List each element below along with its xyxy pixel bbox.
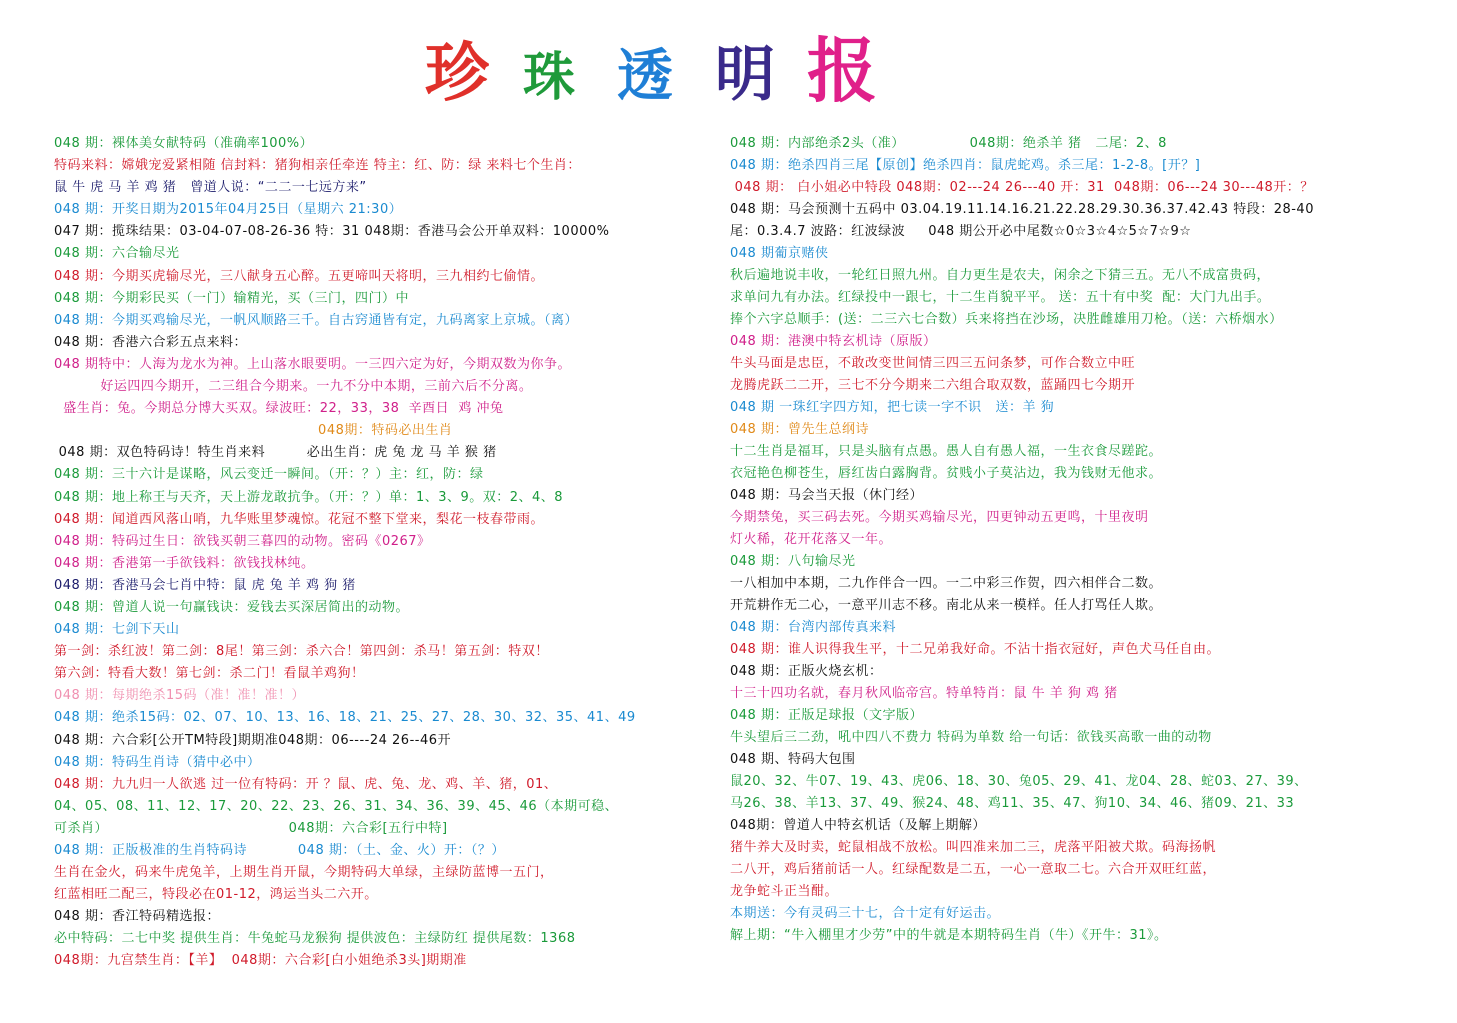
text-line: 048 期特中：人海为龙水为神。上山落水眼要明。一三四六定为好，今期双数为你争。 [54,356,571,372]
text-line: 048期：九宫禁生肖：【羊】 048期：六合彩[白小姐绝杀3头]期期准 [54,953,467,969]
text-line: 048 期：八句输尽光 [730,554,856,569]
text-line: 十三十四功名就，春月秋风临帝宫。特单特肖：鼠 牛 羊 狗 鸡 猪 [730,686,1118,701]
left-column [54,133,719,973]
text-line: 鼠20、32、牛07、19、43、虎06、18、30、兔05、29、41、龙04、28、蛇03、27、39、 [730,774,1308,789]
text-line: 牛头望后三二劲，吼中四八不费力 特码为单数 给一句话：欲钱买高歌一曲的动物 [730,730,1212,745]
text-line: 048 期：香港六合彩五点来料： [54,334,247,350]
text-line: 048 期：谁人识得我生平，十二兄弟我好命。不沾十指衣冠好，声色犬马任自由。 [730,642,1220,657]
text-line: 二八开，鸡后猪前话一人。红绿配数是二五，一心一意取二七。六合开双旺红蓝， [730,862,1217,877]
text-line: 048 期：今期买虎输尽光，三八献身五心醉。五更啼叫天将明，三九相约七偷情。 [54,268,544,284]
text-line: 捧个六字总顺手：(送：二三六七合数）兵来将挡在沙场，决胜雌雄用刀枪。（送：六桥烟水） [730,312,1283,327]
title-char-1: 珍 [425,37,489,111]
text-line: 048 期：内部绝杀2头（准） 048期：绝杀羊 猪 二尾：2、8 [730,136,1167,151]
text-line: 解上期：“牛入棚里才少劳”中的牛就是本期特码生肖（牛）《开牛：31》。 [730,928,1168,943]
text-line: 048 期：双色特码诗！特生肖来料 必出生肖：虎 兔 龙 马 羊 猴 猪 [54,445,497,461]
text-line: 048 期：六合彩[公开TM特段]期期准048期：06----24 26--46开 [54,732,452,748]
text-line: 鼠 牛 虎 马 羊 鸡 猪 曾道人说：“二二一七远方来” [54,180,367,196]
text-line: 048 期：香港第一手欲钱料：欲钱找林纯。 [54,555,315,571]
text-line: 048 期：闻道西风落山哨，九华账里梦魂惊。花冠不整下堂来，梨花一枝春带雨。 [54,511,544,527]
text-line: 048 期：今期买鸡输尽光，一帆风顺路三千。自古窍通皆有定，九码离家上京城。（离） [54,312,578,328]
text-line: 衣冠艳色柳苍生，唇红齿白露胸背。贫贱小子莫沾边，我为钱财无他求。 [730,466,1163,481]
text-line: 可杀肖） 048期：六合彩[五行中特] [54,820,448,836]
text-line: 048 期：正版极准的生肖特码诗 048 期：（土、金、火）开：（？） [54,843,505,858]
text-line: 048 期：六合输尽光 [54,246,180,262]
text-line: 龙腾虎跃二二开，三七不分今期来二六组合取双数，蓝踊四七今期开 [730,378,1136,393]
text-line: 盛生肖：兔。今期总分博大买双。绿波旺：22，33，38 辛酉日 鸡 冲兔 [54,401,504,417]
text-line: 048 期：九九归一人欲逃 过一位有特码：开 ？鼠、虎、兔、龙、鸡、羊、猪，01、 [54,776,558,792]
text-line: 048 期：香港马会七肖中特：鼠 虎 兔 羊 鸡 狗 猪 [54,577,356,593]
text-line: 048 期：台湾内部传真来料 [730,620,896,635]
text-line: 第六剑：特看大数！第七剑：杀二门！看鼠羊鸡狗！ [54,666,365,682]
text-line: 猪牛养大及时卖，蛇鼠相战不放松。叫四准来加二三，虎落平阳被犬欺。码海扬帆 [730,840,1217,855]
text-line: 红蓝相旺二配三，特段必在01-12，鸿运当头二六开。 [54,887,378,903]
text-line: 048 期：正版足球报（文字版） [730,708,923,723]
text-line: 048 期：绝杀四肖三尾【原创】绝杀四肖：鼠虎蛇鸡。杀三尾：1-2-8。[开？] [730,158,1201,173]
text-line: 048 期：绝杀15码：02、07、10、13、16、18、21、25、27、28、30、32、35、41、49 [54,710,636,726]
text-line: 048 期：地上称王与天齐，天上游龙敢抗争。（开：？）单：1、3、9。双：2、4、8 [54,489,564,505]
text-line: 048 期：特码生肖诗（猜中必中） [54,754,261,770]
text-line: 047 期：揽珠结果：03-04-07-08-26-36 特：31 048期：香港马会公开单双料：10000% [54,224,610,240]
text-line: 048 期：香江特码精选报： [54,909,220,925]
text-line: 一八相加中本期，二九作伴合一四。一二中彩三作贺，四六相伴合二数。 [730,576,1163,591]
text-line: 048 期葡京赌侠 [730,246,829,261]
text-line: 尾：0.3.4.7 波路：红波绿波 048 期公开必中尾数☆0☆3☆4☆5☆7☆9☆ [730,224,1192,239]
right-column [730,133,1430,947]
title-char-4: 明 [715,40,775,110]
text-line: 048 期：三十六计是谋略，风云变迁一瞬间。（开：？）主：红，防：绿 [54,467,484,483]
text-line: 048 期：特码过生日：欲钱买朝三暮四的动物。密码《0267》 [54,533,431,549]
text-line: 048期：曾道人中特玄机话（及解上期解） [730,818,986,833]
text-line: 048 期 一珠红字四方知，把七读一字不识 送：羊 狗 [730,400,1055,415]
text-line: 牛头马面是忠臣，不敢改变世间情三四三五问条梦，可作合数立中旺 [730,356,1136,371]
text-line: 04、05、08、11、12、17、20、22、23、26、31、34、36、39、45、46（本期可稳、 [54,798,619,814]
text-line: 048 期：曾道人说一句赢钱诀：爱钱去买深居简出的动物。 [54,599,409,615]
text-line: 求单问九有办法。红绿投中一跟七，十二生肖貌平平。 送：五十有中奖 配：大门九出手。 [730,290,1271,305]
text-line: 048 期：每期绝杀15码（准！准！准！） [54,688,305,704]
text-line: 048 期：开奖日期为2015年04月25日（星期六 21:30） [54,202,403,218]
text-line: 秋后遍地说丰收，一轮红日照九州。自力更生是农夫，闲余之下猜三五。无八不成富贵码， [730,268,1271,283]
text-line: 好运四四今期开，二三组合今期来。一九不分中本期，三前六后不分离。 [54,379,533,395]
text-line: 048 期、特码大包围 [730,752,856,767]
text-line: 开荒耕作无二心，一意平川志不移。南北从来一模样。任人打骂任人欺。 [730,598,1163,613]
text-line: 048 期：七剑下天山 [54,622,180,638]
text-line: 048 期：今期彩民买（一门）输精光，买（三门，四门）中 [54,290,409,306]
text-line: 特码来料：嫦娥宠爱紧相随 信封料：猪狗相亲任牵连 特主：红、防：绿 来料七个生肖： [54,158,581,174]
text-line: 十二生肖是福耳，只是头脑有点愚。愚人自有愚人福，一生衣食尽蹉跎。 [730,444,1163,459]
text-line: 本期送：今有灵码三十七，合十定有好运击。 [730,906,1001,921]
text-line: 048 期：港澳中特玄机诗（原版） [730,334,937,349]
text-line: 048 期： 白小姐必中特段 048期：02---24 26---40 开：31 048期：06---24 30---48开：？ [730,180,1314,195]
text-line: 048期：特码必出生肖 [54,423,453,439]
text-line: 马26、38、羊13、37、49、猴24、48、鸡11、35、47、狗10、34、46、猪09、21、33 [730,796,1295,811]
title-char-5: 报 [807,30,877,112]
text-line: 048 期：正版火烧玄机： [730,664,883,679]
text-line: 灯火稀，花开花落又一年。 [730,532,893,547]
text-line: 生肖在金火，码来牛虎兔羊，上期生肖开鼠，今期特码大单绿，主绿防蓝博一五门， [54,865,554,881]
page-title [425,30,905,114]
text-line: 龙争蛇斗正当酣。 [730,884,839,899]
text-line: 048 期：裸体美女献特码（准确率100%） [54,136,314,151]
title-char-3: 透 [617,44,673,109]
title-char-2: 珠 [523,48,576,108]
text-line: 048 期：曾先生总纲诗 [730,422,869,437]
text-line: 048 期：马会预测十五码中 03.04.19.11.14.16.21.22.28.29.30.36.37.42.43 特段：28-40 [730,202,1314,217]
text-line: 必中特码：二七中奖 提供生肖：牛兔蛇马龙猴狗 提供波色：主绿防红 提供尾数：1368 [54,931,576,947]
text-line: 今期禁兔，买三码去死。今期买鸡输尽光，四更钟动五更鸣，十里夜明 [730,510,1149,525]
text-line: 048 期：马会当天报（休门经） [730,488,923,503]
text-line: 第一剑：杀红波！第二剑：8尾！第三剑：杀六合！第四剑：杀马！第五剑：特双！ [54,644,549,660]
